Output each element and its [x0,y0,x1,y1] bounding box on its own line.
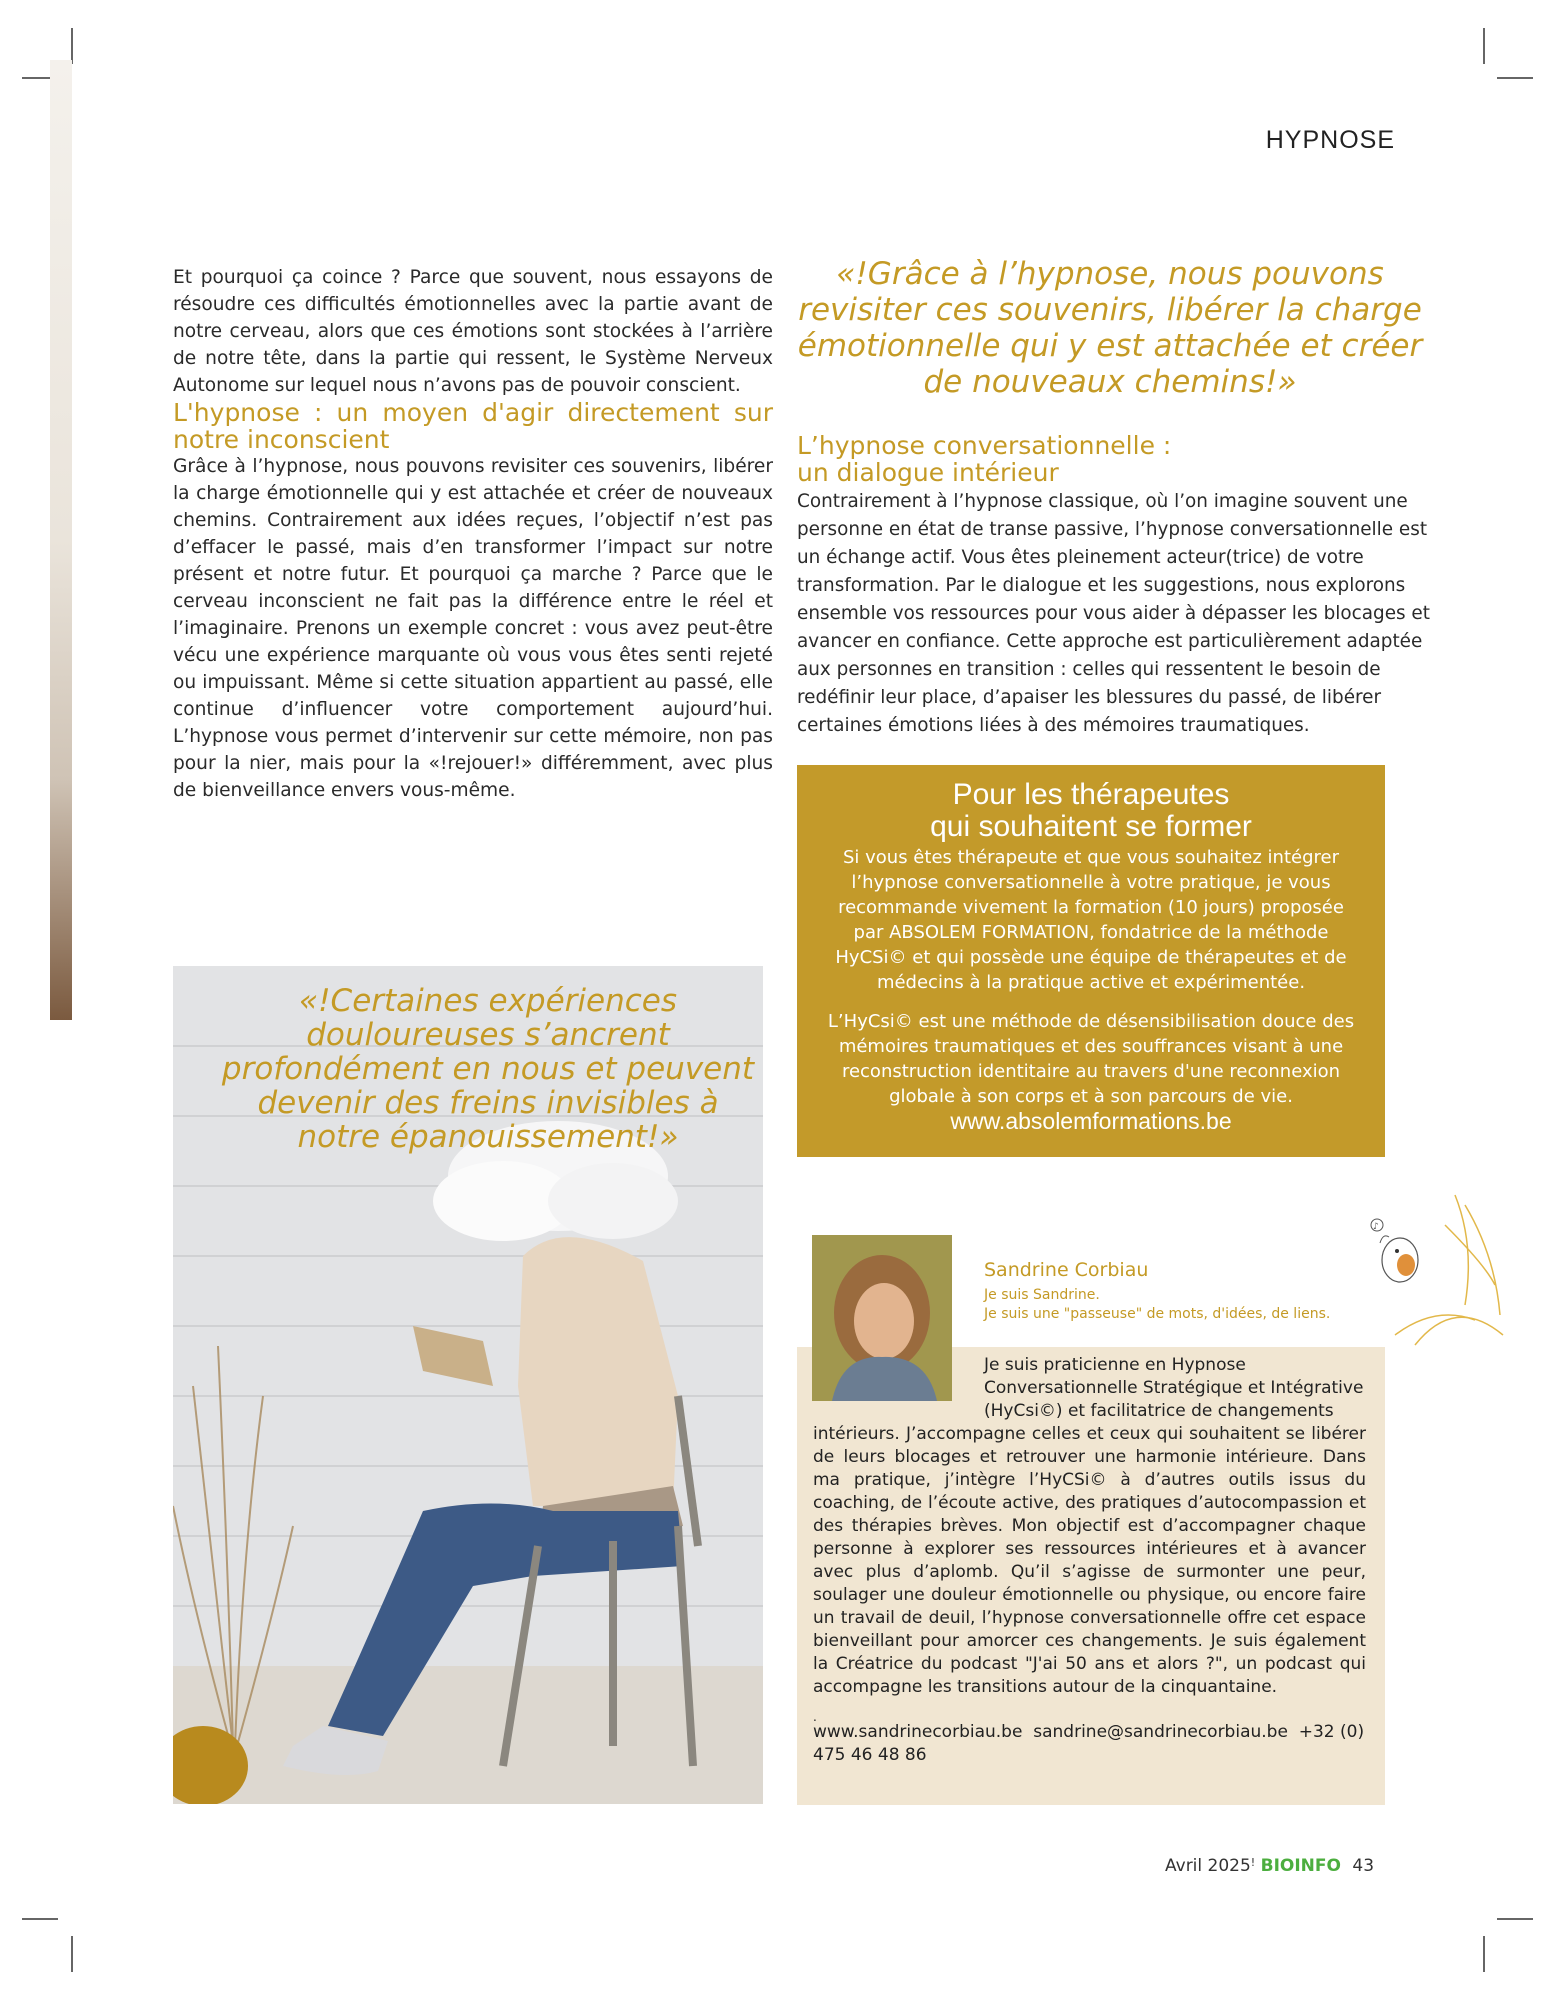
box-title-line-2: qui souhaitent se former [930,810,1252,843]
author-portrait [812,1235,952,1401]
author-photo [812,1235,952,1401]
article-photo [173,966,763,1804]
crop-mark [22,1918,58,1920]
body-paragraph-right: Contrairement à l’hypnose classique, où l’on imagine souvent une personne en état de transe passive, l’hypnose conversationnelle est un échange actif. Vous êtes pleinement acteur(trice) de votre transformation. Par le dialogue et les suggestions, nous explorons ensemble vos ressources pour vous aider à dépasser les blocages et avancer en confiance. Cette approche est particulièrement adaptée aux personnes en transition : celles qui ressentent le besoin de redéfinir leur place, d’apaiser les blessures du passé, de libérer certaines émotions liées à des mémoires traumatiques. [797,491,1430,736]
footer-month: Avril 2025 [1165,1856,1251,1876]
section-label: HYPNOSE [1265,126,1395,154]
page-footer [1165,1856,1374,1876]
footer-separator: ! [1250,1856,1256,1869]
box-paragraph-1: Si vous êtes thérapeute et que vous souhaitez intégrer l’hypnose conversationnelle à votre pratique, je vous recommande vivement la formation (10 jours) proposée par ABSOLEM FORMATION, fondatrice de la méthode HyCSi© et qui possède une équipe de thérapeutes et de médecins à la pratique active et expérimentée. [835,847,1347,993]
page-number: 43 [1352,1856,1375,1876]
section-heading-inconscient: L'hypnose : un moyen d'agir directement sur notre inconscient [173,398,773,454]
crop-mark [1497,77,1533,79]
svg-text:♪: ♪ [1373,1222,1379,1232]
crop-mark [71,28,73,64]
bird-illustration [1355,1185,1505,1355]
body-paragraph: Grâce à l’hypnose, nous pouvons revisiter ces souvenirs, libérer la charge émotionnelle qui y est attachée et créer de nouveaux chemins. Contrairement aux idées reçues, l’objectif n’est pas d’effacer le passé, mais d’en transformer l’impact sur notre présent et notre futur. Et pourquoi ça marche ? Parce que le cerveau inconscient ne fait pas la différence entre le réel et l’imaginaire. Prenons un exemple concret : vous avez peut-être vécu une expérience marquante où vous vous êtes senti rejeté ou impuissant. Même si cette situation appartient au passé, elle continue d’influencer votre comportement aujourd’hui. L’hypnose vous permet d’intervenir sur cette mémoire, non pas pour la nier, mais pour la «!rejouer!» différemment, avec plus de bienveillance envers vous-même. [173,456,773,801]
box-title-line-1: Pour les thérapeutes [952,778,1230,811]
author-email[interactable]: sandrine@sandrinecorbiau.be [1033,1722,1288,1742]
author-intro: Je suis praticienne en Hypnose Conversationnelle Stratégique et Intégrative (HyCsi©) et facilitatrice de changements [984,1355,1364,1421]
author-contact [813,1710,1366,1767]
box-title [797,779,1385,843]
author-tagline-1: Je suis Sandrine. [984,1287,1100,1303]
author-bio: intérieurs. J’accompagne celles et ceux qui souhaitent se libérer de leurs blocages et retrouver une harmonie intérieure. Dans ma pratique, j’intègre l’HyCSi© à d’autres outils issus du coaching, de l’écoute active, des pratiques d’autocompassion et des thérapies brèves. Mon objectif est d’accompagner chaque personne à explorer ses ressources intérieures et à avancer avec plus d’aplomb. Qu’il s’agisse de surmonter une peur, soulager une douleur émotionnelle ou physique, ou encore faire un travail de deuil, l’hypnose conversationnelle offre cet espace bienveillant pour amorcer ces changements. Je suis également la Créatrice du podcast "J'ai 50 ans et alors ?", un podcast qui accompagne les transitions autour de la cinquantaine. [813,1424,1366,1697]
author-phone: +32 (0) 475 46 48 86 [813,1722,1365,1765]
spread-edge-image [50,60,72,1020]
crop-mark [1483,1936,1485,1972]
section-heading-conversationnelle [797,432,1442,486]
right-column [797,432,1442,740]
crop-mark [71,1936,73,1972]
crop-mark [1483,28,1485,64]
heading-line-1: L’hypnose conversationnelle : [797,431,1172,460]
author-name: Sandrine Corbiau [984,1259,1149,1281]
box-url[interactable]: www.absolemformations.be [950,1108,1232,1134]
crop-mark [1497,1918,1533,1920]
pull-quote-right: «!Grâce à l’hypnose, nous pouvons revisiter ces souvenirs, libérer la charge émotionnelle qui y est attachée et créer de nouveaux chemins!» [797,256,1423,400]
heading-line-2: un dialogue intérieur [797,458,1059,487]
pull-quote-left: «!Certaines expériences douloureuses s’ancrent profondément en nous et peuvent devenir des freins invisibles à notre épanouissement!» [221,983,755,1155]
author-tagline-2: Je suis une "passeuse" de mots, d'idées, de liens. [984,1306,1331,1322]
contact-dot: . [813,1710,817,1724]
footer-brand: BIOINFO [1260,1856,1341,1876]
left-column [173,264,773,804]
intro-paragraph: Et pourquoi ça coince ? Parce que souvent, nous essayons de résoudre ces difficultés émotionnelles avec la partie avant de notre cerveau, alors que ces émotions sont stockées à l’arrière de notre tête, dans la partie qui ressent, le Système Nerveux Autonome sur lequel nous n’avons pas de pouvoir conscient. [173,267,773,396]
author-website[interactable]: www.sandrinecorbiau.be [813,1722,1023,1742]
box-paragraph-2: L’HyCsi© est une méthode de désensibilisation douce des mémoires traumatiques et des souffrances visant à une reconstruction identitaire au travers d'une reconnexion globale à son corps et à son parcours de vie. [827,1011,1355,1107]
therapists-box [797,765,1385,1157]
